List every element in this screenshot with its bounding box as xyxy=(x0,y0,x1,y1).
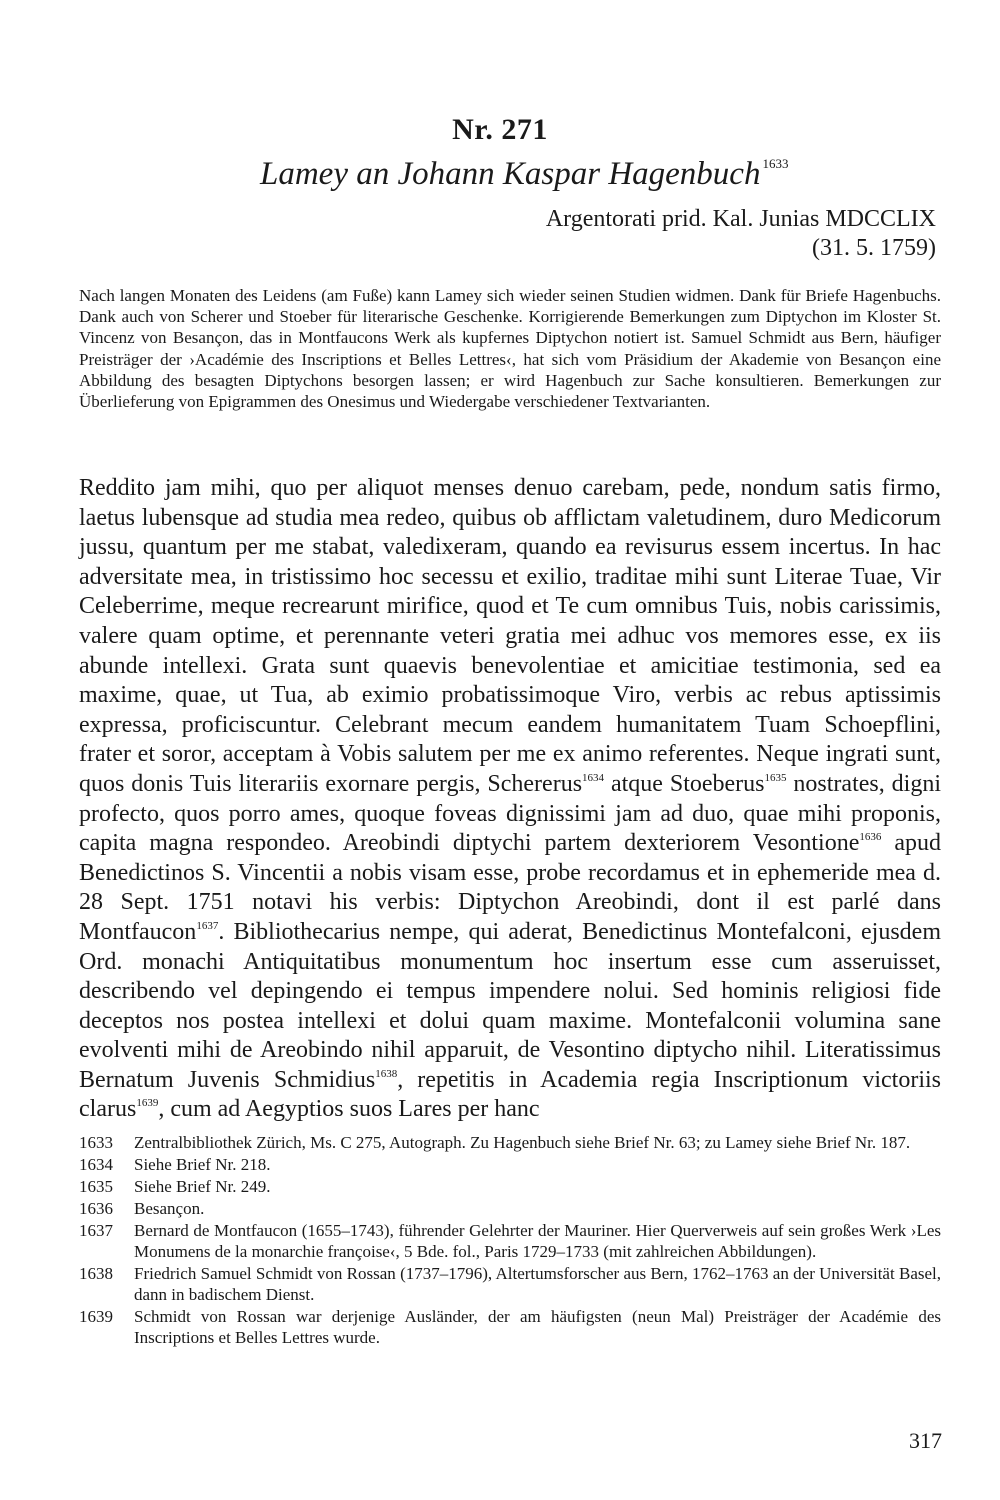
footnote-1635 xyxy=(79,1176,941,1197)
footnote-text: Schmidt von Rossan war derjenige Ausländer, der am häufigsten (neun Mal) Preisträger der Académie des Inscriptions et Belles Lettres wurde. xyxy=(134,1307,941,1347)
page-number: 317 xyxy=(909,1428,942,1453)
footnote-number: 1633 xyxy=(79,1133,113,1152)
footnote-1637 xyxy=(79,1220,941,1262)
footnote-number: 1638 xyxy=(79,1264,113,1283)
footnote-number: 1634 xyxy=(79,1155,113,1174)
footnote-text: Zentralbibliothek Zürich, Ms. C 275, Autograph. Zu Hagenbuch siehe Brief Nr. 63; zu Lamey siehe Brief Nr. 187. xyxy=(134,1133,911,1152)
footnote-text: Siehe Brief Nr. 249. xyxy=(134,1177,271,1196)
footnote-ref: 1637 xyxy=(196,919,219,932)
footnote-text: Besançon. xyxy=(134,1199,205,1218)
footnote-number: 1637 xyxy=(79,1221,113,1240)
footnote-text: Friedrich Samuel Schmidt von Rossan (1737–1796), Altertumsforscher aus Bern, 1762–1763 an der Universität Basel, dann in badischem Dienst. xyxy=(134,1264,941,1304)
body-segment: atque Stoeberus xyxy=(604,770,765,797)
body-segment: , cum ad Aegyptios suos Lares per hanc xyxy=(158,1096,540,1123)
footnotes xyxy=(79,1132,941,1349)
footnote-text: Siehe Brief Nr. 218. xyxy=(134,1155,271,1174)
title-footnote-ref: 1633 xyxy=(762,156,789,171)
letter-number: Nr. 271 xyxy=(452,113,548,146)
body-segment: . Bibliothecarius nempe, qui aderat, Benedictinus Montefalconi, ejusdem Ord. monachi Antiquitatibus monumentum hoc insertum esse cum asseruisset, describendo vel depingendo ei tempus impendere nolui. Sed hominis religiosi fide deceptos nos postea intellexi et dolui quam maxime. Montefalconii volumina sane evolventi mihi de Areobindo nihil apparuit, de Vesontino diptycho nihil. Literatissimus Bernatum Juvenis Schmidius xyxy=(79,918,941,1093)
footnote-number: 1636 xyxy=(79,1199,113,1218)
footnote-ref: 1639 xyxy=(136,1097,159,1110)
footnote-number: 1635 xyxy=(79,1177,113,1196)
dateline-latin: Argentorati prid. Kal. Junias MDCCLIX xyxy=(545,206,936,232)
footnote-text: Bernard de Montfaucon (1655–1743), führender Gelehrter der Mauriner. Hier Querverweis auf sein großes Werk ›Les Monumens de la monarchie françoise‹, 5 Bde. fol., Paris 1729–1733 (mit zahlreichen Abbildungen). xyxy=(134,1221,941,1261)
footnote-ref: 1638 xyxy=(375,1067,398,1080)
body-segment: , repetitis in Academia regia Inscriptionum victoriis clarus xyxy=(79,1066,941,1123)
footnote-1638 xyxy=(79,1263,941,1305)
footnote-number: 1639 xyxy=(79,1307,113,1326)
footnote-1639 xyxy=(79,1306,941,1348)
footnote-1636 xyxy=(79,1198,941,1219)
letter-summary: Nach langen Monaten des Leidens (am Fuße) kann Lamey sich wieder seinen Studien widmen. Dank für Briefe Hagenbuchs. Dank auch von Scherer und Stoeber für literarische Geschenke. Korrigierende Bemerkungen zum Diptychon im Kloster St. Vincenz von Besançon, das in Montfaucons Werk als kupfernes Diptychon notiert ist. Samuel Schmidt aus Bern, häufiger Preisträger der ›Académie des Inscriptions et Belles Lettres‹, hat sich vom Präsidium der Akademie von Besançon eine Abbildung des besagten Diptychons besorgen lassen; er wird Hagenbuch zur Sache konsultieren. Bemerkungen zur Überlieferung von Epigrammen des Onesimus und Wiedergabe verschiedener Textvarianten. xyxy=(79,286,941,412)
footnote-ref: 1636 xyxy=(859,831,882,844)
body-segment: Reddito jam mihi, quo per aliquot menses denuo carebam, pede, nondum satis firmo, laetus lubensque ad studia mea redeo, quibus ob afflictam valetudinem, duro Medicorum jussu, quantum per me stabat, valedixeram, quando ea revisurus essem incertus. In hac adversitate mea, in tristissimo hoc secessu et exilio, traditae mihi sunt Literae Tuae, Vir Celeberrime, meque recrearunt mirifice, quod et Te cum omnibus Tuis, nobis carissimis, valere quam optime, et perennante veteri gratia mei adhuc vos memores esse, ex iis abunde intellexi. Grata sunt quaevis benevolentiae et amicitiae testimonia, sed ea maxime, quae, ut Tua, ab eximio probatissimoque Viro, verbis ac rebus aptissimis expressa, proficiscuntur. Celebrant mecum eandem humanitatem Tuam Schoepflini, frater et soror, acceptam à Vobis salutem per me ex animo referentes. Neque ingrati sunt, quos donis Tuis literariis exornare pergis, Schererus xyxy=(79,475,941,797)
footnote-ref: 1635 xyxy=(764,771,787,784)
footnote-1633 xyxy=(79,1132,941,1153)
letter-title-text: Lamey an Johann Kaspar Hagenbuch xyxy=(260,156,761,192)
footnote-ref: 1634 xyxy=(582,771,605,784)
body-segment: apud Benedictinos S. Vincentii a nobis visam esse, probe recordamus et in ephemeride mea d. 28 Sept. 1751 notavi his verbis: Diptychon Areobindi, dont il est parlé dans Montfaucon xyxy=(79,830,941,945)
body-segment: nostrates, digni profecto, quos porro ames, quoque foveas dignissimi jam ad duo, quae mihi proponis, capita magna respondeo. Areobindi diptychi partem dexteriorem Vesontione xyxy=(79,770,941,857)
letter-body xyxy=(79,474,941,1125)
footnote-1634 xyxy=(79,1154,941,1175)
dateline-modern: (31. 5. 1759) xyxy=(812,235,936,261)
letter-title xyxy=(260,156,960,193)
